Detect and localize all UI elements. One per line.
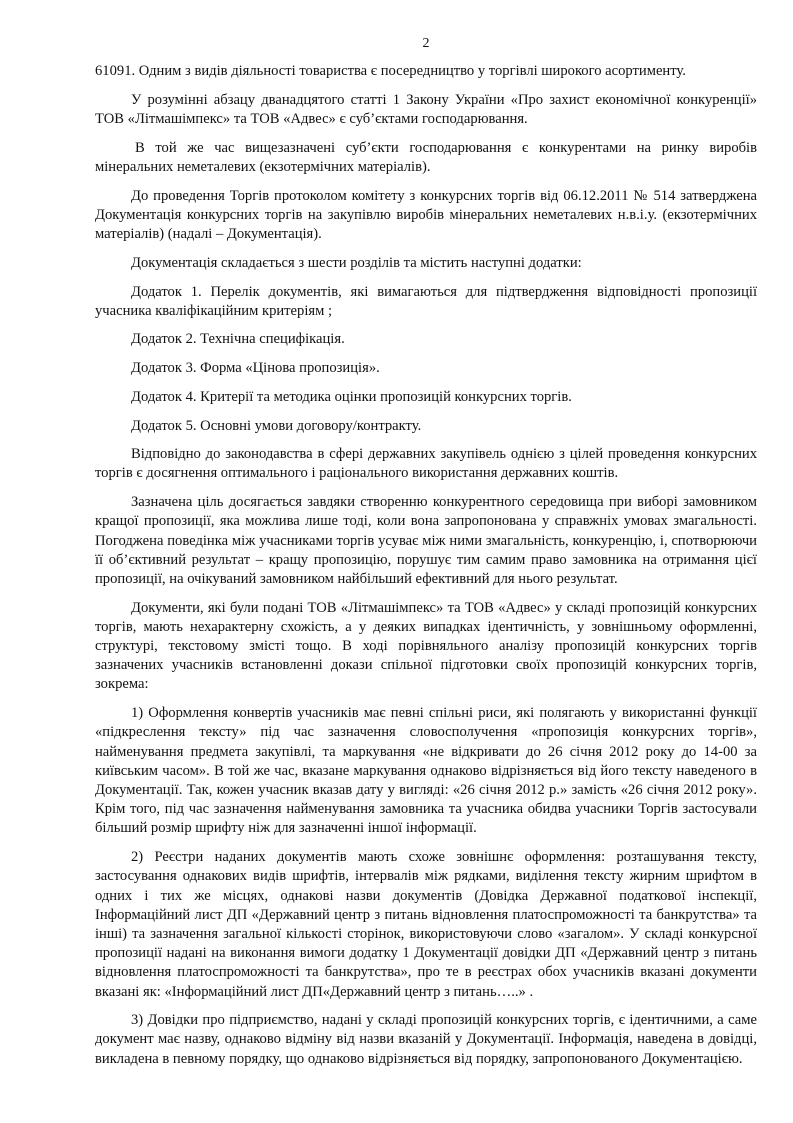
paragraph-competition: Зазначена ціль досягається завдяки створенню конкурентного середовища при виборі замовником кращої пропозиції, яка можлива лише тоді, коли вона запропонована у справжніх умовах змагальності. Погоджена поведінка між учасниками торгів усуває між ними змагальність, конкуренцію, і, спотворюючи її об’єктивний результат – кращу пропозицію, порушує тим самим право замовника на отримання цієї пропозиції, на очікуваний замовником найбільший ефективний для нього результат. [95, 494, 757, 587]
evidence-item-3: 3) Довідки про підприємство, надані у складі пропозицій конкурсних торгів, є ідентичними, а саме документ має назву, однаково відміну від назви вказаній у Документації. Інформація, наведена в довідці, викладена в певному порядку, що однаково відрізняється від порядку, запропонованого Документацією. [95, 1012, 757, 1067]
page-number: 2 [422, 36, 430, 51]
evidence-item-1: 1) Оформлення конвертів учасників має певні спільні риси, які полягають у використанні функції «підкреслення тексту» під час зазначення словосполучення «пропозиція конкурсних торгів», найменування предмета закупівлі, та маркування «не відкривати до 26 січня 2012 року до 14-00 за київським часом». В той же час, вказане маркування однаково відрізняється від його тексту наведеного в Документації. Так, кожен учасник вказав дату у вигляді: «26 січня 2012 р.» замість «26 січня 2012 року». Крім того, під час зазначення найменування замовника та учасника обидва учасники Торгів застосували більший розмір шрифту ніж для зазначенні іншої інформації. [95, 705, 757, 837]
appendix-4: Додаток 4. Критерії та методика оцінки пропозицій конкурсних торгів. [131, 388, 572, 405]
appendix-1: Додаток 1. Перелік документів, які вимагаються для підтвердження відповідності пропозиції учасника кваліфікаційним критеріям ; [95, 283, 757, 319]
appendix-5: Додаток 5. Основні умови договору/контракту. [131, 417, 422, 434]
document-page [95, 34, 757, 1078]
paragraph-business-entities: У розумінні абзацу дванадцятого статті 1 Закону України «Про захист економічної конкуренції» ТОВ «Літмашімпекс» та ТОВ «Адвес» є суб’єктами господарювання. [95, 91, 757, 128]
paragraph-documentation-structure: Документація складається з шести розділів та містить наступні додатки: [131, 254, 582, 271]
paragraph-documentation-approval: До проведення Торгів протоколом комітету з конкурсних торгів від 06.12.2011 № 514 затверджена Документація конкурсних торгів на закупівлю виробів мінеральних неметалевих н.в.і.у. (екзотермічних матеріалів) (надалі – Документація). [95, 187, 757, 243]
appendix-2: Додаток 2. Технічна специфікація. [131, 331, 345, 348]
paragraph-competitors: В той же час вищезазначені суб’єкти господарювання є конкурентами на ринку виробів мінеральних неметалевих (екзотермічних матеріалів). [95, 139, 757, 176]
appendix-3: Додаток 3. Форма «Цінова пропозиція». [131, 360, 380, 377]
paragraph-documents-similarity: Документи, які були подані ТОВ «Літмашімпекс» та ТОВ «Адвес» у складі пропозицій конкурсних торгів, мають нехарактерну схожість, а у деяких випадках ідентичність, у зовнішньому оформленні, структурі, текстовому змісті тощо. В ході порівняльного аналізу пропозицій конкурсних торгів зазначених учасників встановленні докази спільної підготовки своїх пропозицій конкурсних торгів, зокрема: [95, 599, 757, 693]
paragraph-company-activity: 61091. Одним з видів діяльності товариства є посередництво у торгівлі широкого асортименту. [95, 63, 686, 80]
paragraph-procurement-goal: Відповідно до законодавства в сфері державних закупівель однією з цілей проведення конкурсних торгів є досягнення оптимального і раціонального використання державних коштів. [95, 446, 757, 482]
evidence-item-2: 2) Реєстри наданих документів мають схоже зовнішнє оформлення: розташування тексту, застосування однакових видів шрифтів, інтервалів між рядками, виділення тексту жирним шрифтом в одних і тих же місцях, однакові назви документів (Довідка Державної податкової інспекції, Інформаційний лист ДП «Державний центр з питань відновлення платоспроможності та банкрутства» та інші) та зазначення загальної кількості сторінок, використовуючи слово «загалом». У складі конкурсної пропозиції надані на виконання вимоги додатку 1 Документації довідки ДП «Державний центр з питань відновлення платоспроможності та банкрутства», про те в реєстрах обох учасників вказані документи вказані як: «Інформаційний лист ДП«Державний центр з питань…..» . [95, 849, 757, 1000]
